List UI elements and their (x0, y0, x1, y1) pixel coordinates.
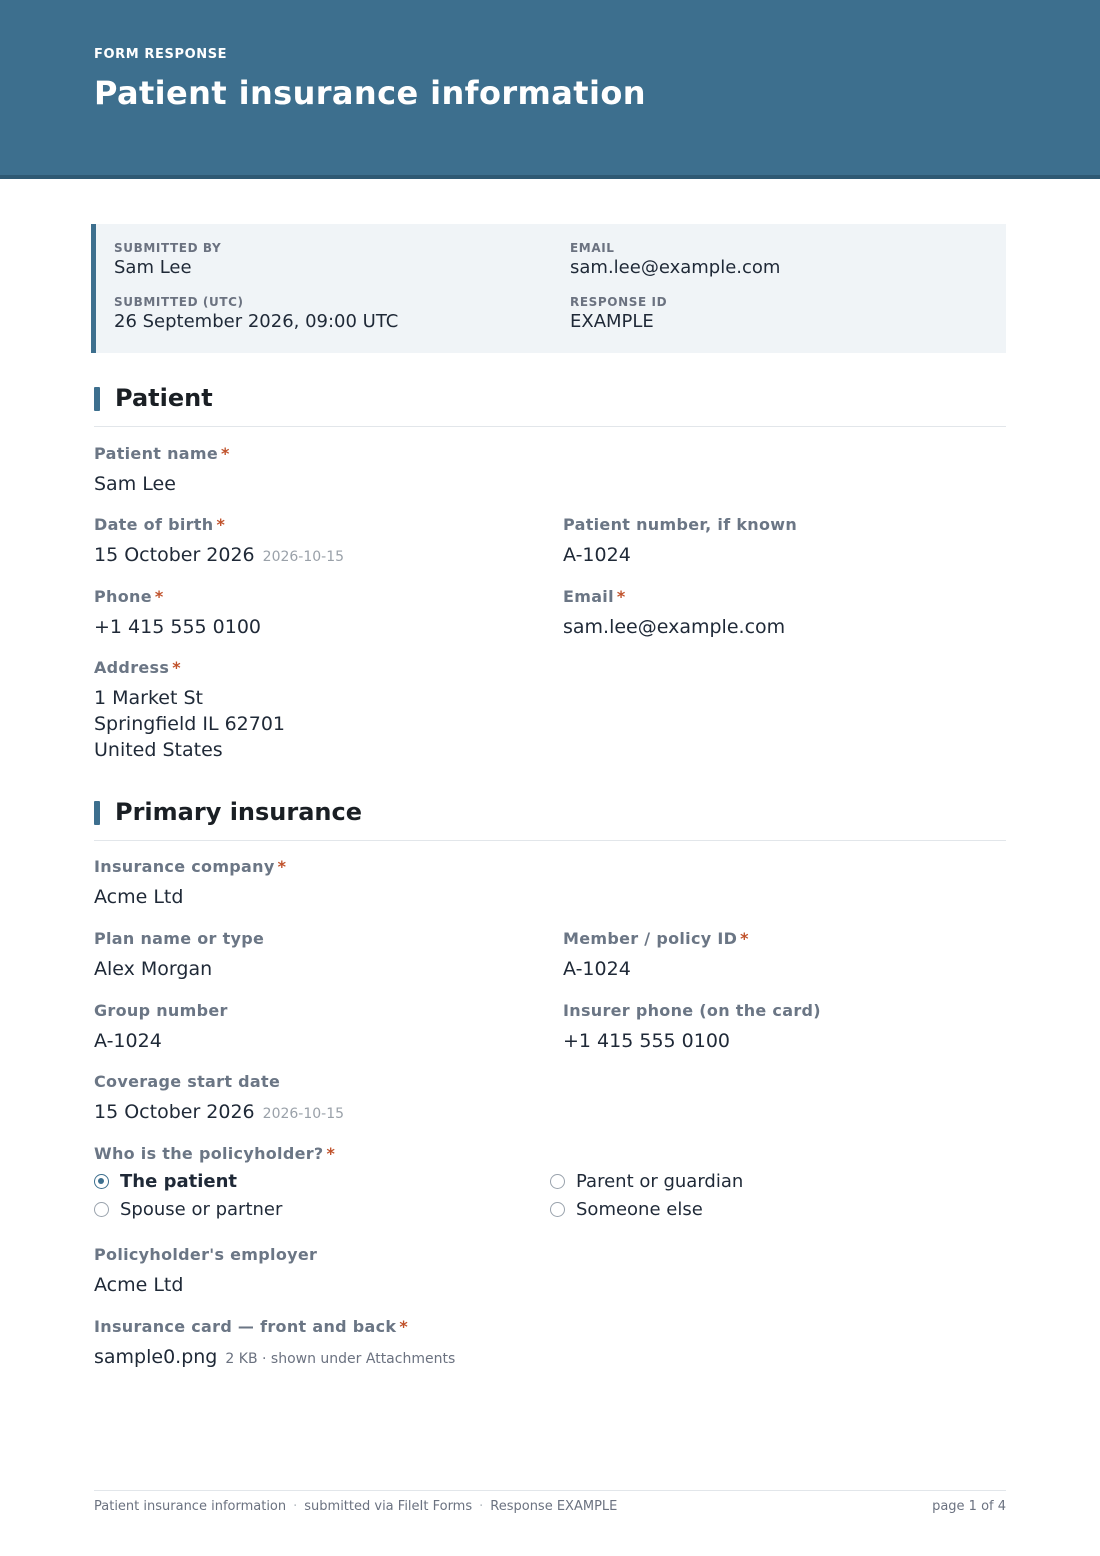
meta-email-value: sam.lee@example.com (570, 257, 781, 278)
field-label: Phone (94, 587, 152, 606)
attachment-filename[interactable]: sample0.png (94, 1346, 218, 1368)
field-value: A-1024 (563, 958, 631, 980)
field-member-id (563, 929, 749, 982)
footer-page-number: page 1 of 4 (932, 1499, 1006, 1514)
meta-submitted-utc-label: SUBMITTED (UTC) (114, 295, 244, 309)
field-value: Sam Lee (94, 473, 176, 495)
section-insurance-header (94, 798, 1006, 841)
field-label: Group number (94, 1001, 228, 1020)
required-marker: * (616, 587, 626, 606)
field-value: A-1024 (563, 544, 631, 566)
field-label: Insurer phone (on the card) (563, 1001, 821, 1020)
field-label: Policyholder's employer (94, 1245, 318, 1264)
field-patient-number (563, 515, 797, 568)
address-line: United States (94, 739, 223, 761)
meta-email (570, 241, 780, 278)
field-group-number (94, 1001, 228, 1054)
radio-selected-icon (94, 1174, 109, 1189)
required-marker: * (277, 857, 287, 876)
field-coverage-start (94, 1072, 344, 1127)
field-label: Patient name (94, 444, 218, 463)
field-insurance-company (94, 857, 286, 910)
field-value: sam.lee@example.com (563, 616, 786, 638)
section-title-insurance: Primary insurance (115, 798, 362, 826)
meta-response-id-label: RESPONSE ID (570, 295, 668, 309)
field-value: Acme Ltd (94, 1274, 184, 1296)
field-plan-name (94, 929, 264, 982)
radio-option-spouse-or-partner (94, 1196, 282, 1222)
field-value: +1 415 555 0100 (563, 1030, 731, 1052)
field-label: Address (94, 658, 170, 677)
field-address (94, 658, 285, 763)
field-label: Date of birth (94, 515, 214, 534)
field-policyholder (94, 1144, 335, 1163)
field-label: Who is the policyholder? (94, 1144, 324, 1163)
meta-submitted-utc (114, 295, 398, 332)
meta-submitted-by-label: SUBMITTED BY (114, 241, 222, 255)
section-accent-bar (94, 387, 100, 411)
required-marker: * (172, 658, 181, 677)
required-marker: * (221, 444, 230, 463)
field-label: Patient number, if known (563, 515, 798, 534)
field-label: Insurance company (94, 857, 275, 876)
radio-label: Parent or guardian (576, 1170, 744, 1192)
radio-unselected-icon (550, 1174, 565, 1189)
field-value (94, 685, 285, 763)
radio-label: The patient (120, 1170, 237, 1192)
radio-unselected-icon (94, 1202, 109, 1217)
field-label: Email (563, 587, 614, 606)
meta-email-label: EMAIL (570, 241, 615, 255)
field-policyholder-employer (94, 1245, 317, 1298)
field-label: Coverage start date (94, 1072, 281, 1091)
required-marker: * (326, 1144, 336, 1163)
attachment-meta: 2 KB · shown under Attachments (225, 1351, 456, 1367)
field-insurer-phone (563, 1001, 821, 1054)
radio-option-the-patient (94, 1168, 237, 1194)
field-patient-name (94, 444, 230, 497)
radio-label: Spouse or partner (120, 1198, 283, 1220)
address-line: 1 Market St (94, 687, 203, 709)
iso-date: 2026-10-15 (262, 1106, 345, 1122)
section-accent-bar (94, 801, 100, 825)
field-label: Member / policy ID (563, 929, 738, 948)
field-label: Plan name or type (94, 929, 265, 948)
field-date-of-birth (94, 515, 344, 570)
required-marker: * (216, 515, 226, 534)
form-response-eyebrow: FORM RESPONSE (94, 47, 228, 62)
radio-label: Someone else (576, 1198, 703, 1220)
field-label: Insurance card — front and back (94, 1317, 397, 1336)
footer-via: submitted via FileIt Forms (304, 1499, 473, 1514)
meta-response-id (570, 295, 667, 332)
field-value: Alex Morgan (94, 958, 213, 980)
required-marker: * (154, 587, 164, 606)
page-footer (94, 1490, 1006, 1520)
iso-date: 2026-10-15 (262, 549, 345, 565)
address-line: Springfield IL 62701 (94, 713, 286, 735)
meta-response-id-value: EXAMPLE (570, 311, 654, 332)
field-insurance-card (94, 1317, 455, 1372)
section-patient-header (94, 384, 1006, 427)
footer-form-name: Patient insurance information (94, 1499, 287, 1514)
field-value: 15 October 2026 (94, 544, 255, 566)
footer-response: Response EXAMPLE (490, 1499, 618, 1514)
page-header (0, 0, 1100, 179)
field-value: 15 October 2026 (94, 1101, 255, 1123)
field-email (563, 587, 785, 640)
required-marker: * (399, 1317, 409, 1336)
page-title: Patient insurance information (94, 74, 646, 112)
submission-meta-panel (91, 224, 1006, 353)
section-title-patient: Patient (115, 384, 213, 412)
field-value: +1 415 555 0100 (94, 616, 262, 638)
radio-unselected-icon (550, 1202, 565, 1217)
field-phone (94, 587, 261, 640)
meta-submitted-by-value: Sam Lee (114, 257, 192, 278)
meta-submitted-by (114, 241, 221, 278)
field-value: Acme Ltd (94, 886, 184, 908)
field-value: A-1024 (94, 1030, 162, 1052)
radio-option-parent-or-guardian (550, 1168, 743, 1194)
radio-option-someone-else (550, 1196, 703, 1222)
required-marker: * (740, 929, 749, 948)
meta-submitted-utc-value: 26 September 2026, 09:00 UTC (114, 311, 399, 332)
footer-separator: · (479, 1499, 484, 1514)
footer-separator: · (293, 1499, 298, 1514)
